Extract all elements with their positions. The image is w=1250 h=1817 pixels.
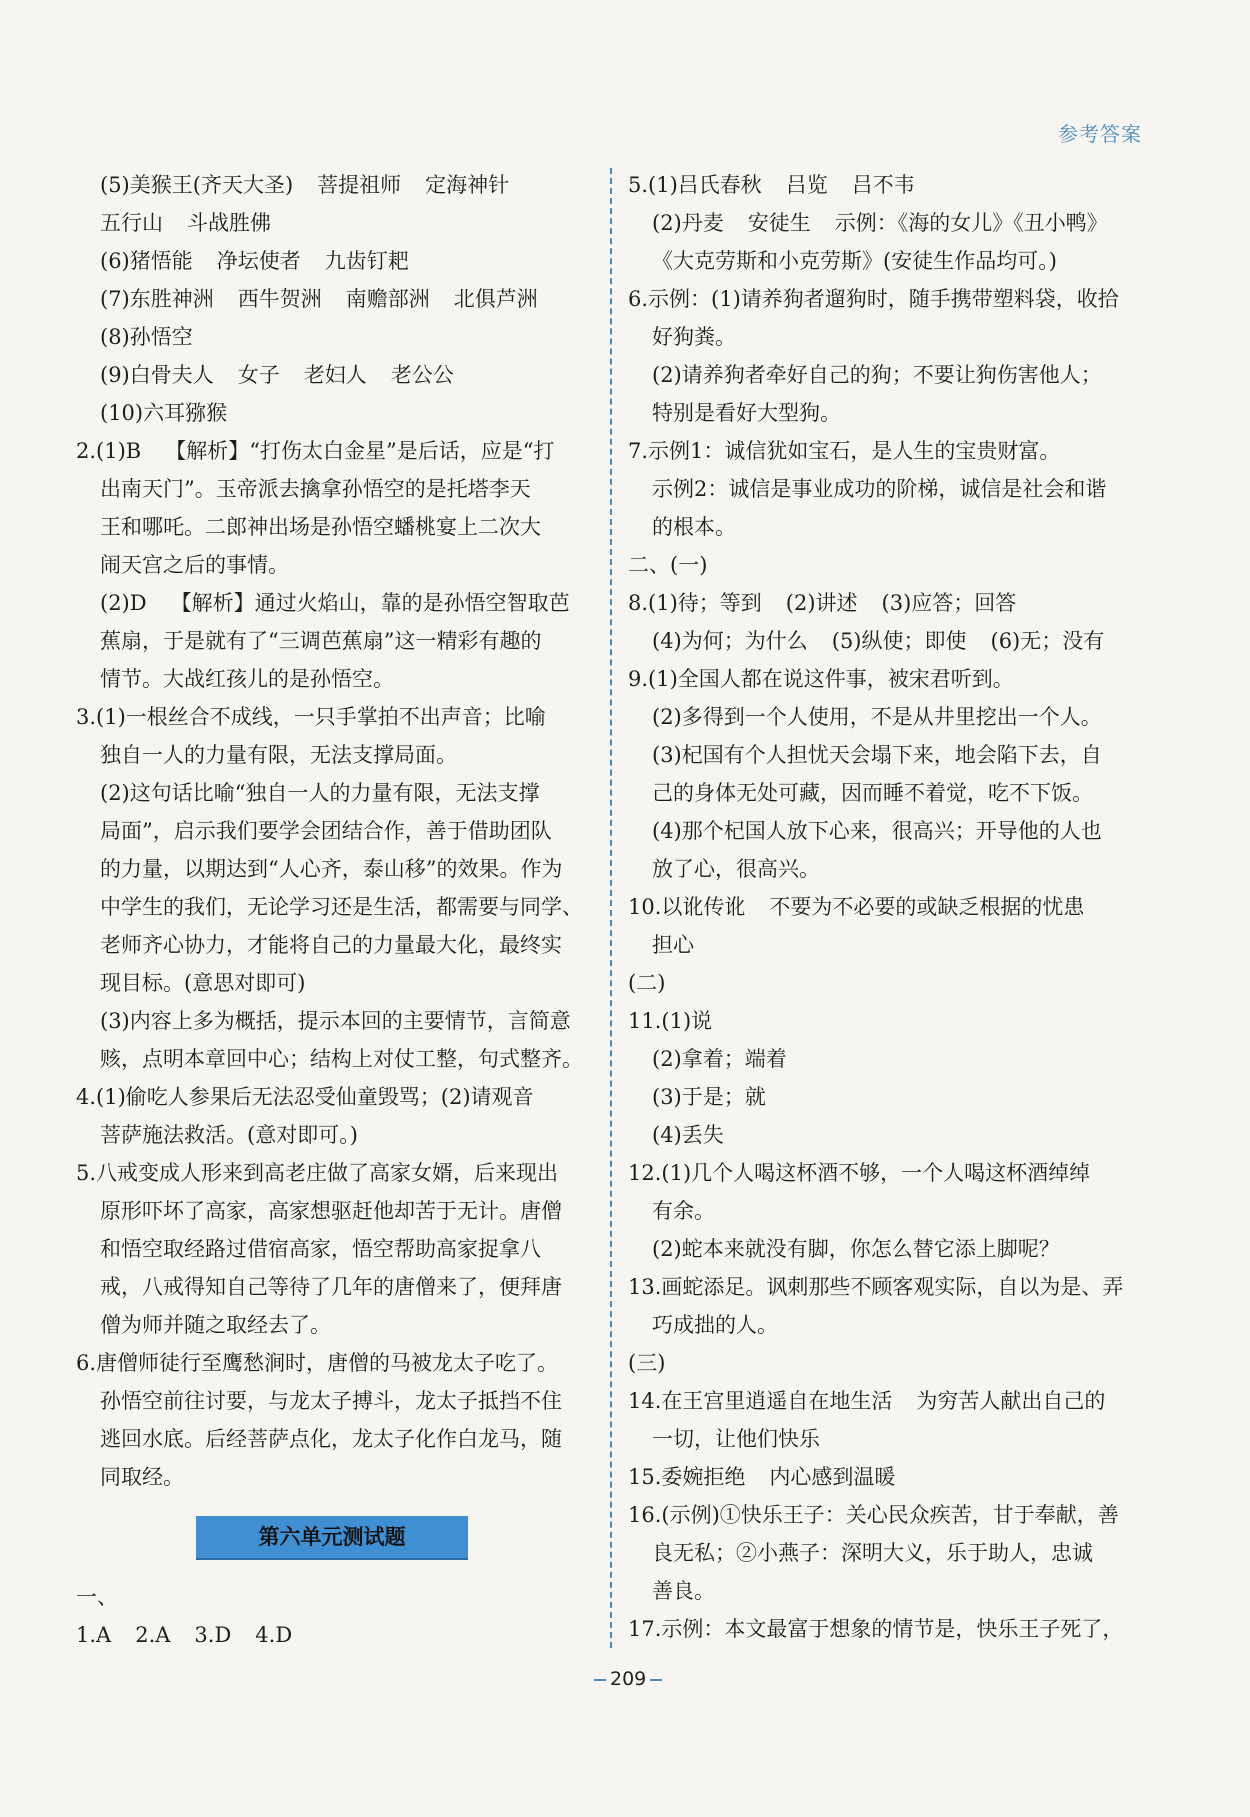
answer-text: 己的身体无处可藏，因而睡不着觉，吃不下饭。 (652, 781, 1093, 805)
answer-line (76, 1078, 586, 1116)
answer-line (628, 1002, 1148, 1040)
answer-line (628, 1230, 1148, 1268)
answer-text: 16.(示例)①快乐王子：关心民众疾苦，甘于奉献，善 (628, 1503, 1119, 1527)
answer-line (76, 698, 586, 736)
answer-line (76, 964, 586, 1002)
answer-text: 逃回水底。后经菩萨点化，龙太子化作白龙马，随 (100, 1427, 562, 1451)
answer-line (628, 470, 1148, 508)
answer-line (628, 394, 1148, 432)
answer-line (628, 1458, 1148, 1496)
answer-text: 4.(1)偷吃人参果后无法忍受仙童毁骂；(2)请观音 (76, 1085, 534, 1109)
left-column (76, 166, 586, 1654)
answer-text: 孙悟空前往讨要，与龙太子搏斗，龙太子抵挡不住 (100, 1389, 562, 1413)
answer-text: 独自一人的力量有限，无法支撑局面。 (100, 743, 457, 767)
answer-line (76, 1192, 586, 1230)
answer-line (76, 1040, 586, 1078)
answer-text: 菩萨施法救活。(意对即可。) (100, 1123, 358, 1147)
answer-line (76, 432, 586, 470)
answer-text: 现目标。(意思对即可) (100, 971, 306, 995)
answer-line (76, 1382, 586, 1420)
answer-line (628, 546, 1148, 584)
answer-text: 有余。 (652, 1199, 715, 1223)
answer-text: (9)白骨夫人 (100, 363, 214, 387)
answer-line (628, 736, 1148, 774)
answer-text: 僧为师并随之取经去了。 (100, 1313, 331, 1337)
answer-line (76, 1344, 586, 1382)
answer-line (628, 242, 1148, 280)
answer-line (76, 356, 586, 394)
answer-text: 内心感到温暖 (769, 1465, 896, 1489)
answer-line (76, 584, 586, 622)
answer-text: 女子 (237, 363, 280, 387)
answer-text: 为穷苦人献出自己的 (916, 1389, 1106, 1413)
answer-text: 局面”，启示我们要学会团结合作，善于借助团队 (100, 819, 552, 843)
answer-text: (10)六耳猕猴 (100, 401, 228, 425)
answer-text: 好狗粪。 (652, 325, 736, 349)
answer-line (76, 1002, 586, 1040)
answer-text: 净坛使者 (216, 249, 301, 273)
answer-text: 17.示例：本文最富于想象的情节是，快乐王子死了， (628, 1617, 1124, 1641)
answer-text: 【解析】通过火焰山，靠的是孙悟空智取芭 (170, 591, 570, 615)
answer-line (628, 1306, 1148, 1344)
answer-text: 赅，点明本章回中心；结构上对仗工整，句式整齐。 (100, 1047, 583, 1071)
answer-line (628, 1040, 1148, 1078)
answer-text: (2)蛇本来就没有脚，你怎么替它添上脚呢？ (652, 1237, 1060, 1261)
answer-line (76, 812, 586, 850)
answer-text: (5)美猴王(齐天大圣) (100, 173, 294, 197)
answer-line (628, 850, 1148, 888)
answer-text: 中学生的我们，无论学习还是生活，都需要与同学、 (100, 895, 583, 919)
answer-line (628, 774, 1148, 812)
answer-text: (2)讲述 (785, 591, 858, 615)
answer-text: (8)孙悟空 (100, 325, 193, 349)
answer-text: 原形吓坏了高家，高家想驱赶他却苦于无计。唐僧 (100, 1199, 562, 1223)
answer-line (76, 318, 586, 356)
answer-text: 闹天宫之后的事情。 (100, 553, 289, 577)
answer-text: 西牛贺洲 (237, 287, 322, 311)
answer-text: (2)丹麦 (652, 211, 724, 235)
answer-text: 情节。大战红孩儿的是孙悟空。 (100, 667, 394, 691)
answer-text: (2)这句话比喻“独自一人的力量有限，无法支撑 (100, 781, 540, 805)
column-divider (610, 168, 612, 1648)
answer-text: 安徒生 (747, 211, 811, 235)
answer-line (76, 546, 586, 584)
answer-text: 2.A (135, 1623, 171, 1647)
answer-text: 一切，让他们快乐 (652, 1427, 820, 1451)
left-answers-after-title (76, 1578, 586, 1654)
answer-text: 8.(1)待；等到 (628, 591, 762, 615)
answer-line (76, 1458, 586, 1496)
answer-line (628, 1154, 1148, 1192)
answer-text: 老妇人 (303, 363, 367, 387)
answer-text: (3)杞国有个人担忧天会塌下来，地会陷下去，自 (652, 743, 1102, 767)
left-answers (76, 166, 586, 1496)
answer-line (628, 926, 1148, 964)
page-number: 209 (590, 1668, 666, 1690)
answer-line (76, 1268, 586, 1306)
answer-line (76, 1154, 586, 1192)
answer-line (76, 242, 586, 280)
answer-line (76, 1578, 586, 1616)
answer-line (76, 280, 586, 318)
answer-line (628, 318, 1148, 356)
answer-line (76, 1116, 586, 1154)
answer-line (76, 774, 586, 812)
answer-line (628, 584, 1148, 622)
answer-line (628, 698, 1148, 736)
answer-text: (4)那个杞国人放下心来，很高兴；开导他的人也 (652, 819, 1102, 843)
answer-line (628, 1116, 1148, 1154)
answer-text: 6.示例：(1)请养狗者遛狗时，随手携带塑料袋，收拾 (628, 287, 1119, 311)
answer-text: 14.在王宫里逍遥自在地生活 (628, 1389, 893, 1413)
answer-line (76, 1230, 586, 1268)
answer-text: 【解析】“打伤太白金星”是后话，应是“打 (165, 439, 555, 463)
answer-line (628, 1192, 1148, 1230)
answer-text: 王和哪吒。二郎神出场是孙悟空蟠桃宴上二次大 (100, 515, 541, 539)
answer-text: 戒，八戒得知自己等待了几年的唐僧来了，便拜唐 (100, 1275, 562, 1299)
answer-text: (三) (628, 1351, 666, 1375)
answer-text: 吕览 (785, 173, 828, 197)
answer-text: (二) (628, 971, 666, 995)
answer-line (628, 660, 1148, 698)
answer-text: 北俱芦洲 (453, 287, 538, 311)
answer-text: 巧成拙的人。 (652, 1313, 778, 1337)
answer-line (628, 1344, 1148, 1382)
answer-text: (7)东胜神洲 (100, 287, 214, 311)
answer-text: 担心 (652, 933, 694, 957)
answer-text: (3)于是；就 (652, 1085, 766, 1109)
answer-text: 菩提祖师 (317, 173, 402, 197)
answer-text: 定海神针 (425, 173, 510, 197)
answer-text: 老师齐心协力，才能将自己的力量最大化，最终实 (100, 933, 562, 957)
answer-text: 的力量，以期达到“人心齐，泰山移”的效果。作为 (100, 857, 563, 881)
answer-text: (4)为何；为什么 (652, 629, 808, 653)
answer-text: 4.D (255, 1623, 293, 1647)
answer-text: 的根本。 (652, 515, 736, 539)
answer-line (76, 622, 586, 660)
answer-line (76, 926, 586, 964)
answer-line (628, 356, 1148, 394)
answer-line (76, 1616, 586, 1654)
answer-line (628, 1420, 1148, 1458)
answer-text: 5.(1)吕氏春秋 (628, 173, 762, 197)
answer-line (628, 508, 1148, 546)
answer-line (628, 166, 1148, 204)
answer-line (76, 166, 586, 204)
answer-line (628, 888, 1148, 926)
answer-text: 出南天门”。玉帝派去擒拿孙悟空的是托塔李天 (100, 477, 531, 501)
answer-text: 南赡部洲 (345, 287, 430, 311)
answer-line (628, 280, 1148, 318)
answer-text: 不要为不必要的或缺乏根据的忧患 (769, 895, 1085, 919)
answer-line (76, 888, 586, 926)
answer-line (628, 432, 1148, 470)
answer-text: (2)拿着；端着 (652, 1047, 787, 1071)
answer-text: 1.A (76, 1623, 112, 1647)
answer-text: 9.(1)全国人都在说这件事，被宋君听到。 (628, 667, 1014, 691)
section-title: 第六单元测试题 (196, 1516, 468, 1560)
answer-line (628, 1268, 1148, 1306)
answer-line (628, 1496, 1148, 1534)
answer-text: (4)丢失 (652, 1123, 724, 1147)
answer-line (628, 204, 1148, 242)
answer-text: 一、 (76, 1585, 118, 1609)
answer-text: 二、(一) (628, 553, 708, 577)
right-column (628, 166, 1148, 1648)
answer-text: 10.以讹传讹 (628, 895, 746, 919)
answer-text: 2.(1)B (76, 439, 142, 463)
answer-line (76, 1420, 586, 1458)
answer-text: 13.画蛇添足。讽刺那些不顾客观实际，自以为是、弄 (628, 1275, 1124, 1299)
answer-line (628, 622, 1148, 660)
answer-line (628, 964, 1148, 1002)
answer-text: 15.委婉拒绝 (628, 1465, 746, 1489)
answer-line (76, 1306, 586, 1344)
answer-line (628, 1534, 1148, 1572)
answer-text: 善良。 (652, 1579, 715, 1603)
answer-text: 五行山 (100, 211, 163, 235)
answer-text: (6)无；没有 (990, 629, 1105, 653)
right-answers (628, 166, 1148, 1648)
answer-text: 蕉扇，于是就有了“三调芭蕉扇”这一精彩有趣的 (100, 629, 542, 653)
header-label: 参考答案 (1058, 122, 1142, 146)
answer-line (76, 204, 586, 242)
answer-text: (3)内容上多为概括，提示本回的主要情节，言简意 (100, 1009, 571, 1033)
answer-line (76, 850, 586, 888)
answer-text: (2)多得到一个人使用，不是从井里挖出一个人。 (652, 705, 1102, 729)
answer-text: (2)请养狗者牵好自己的狗；不要让狗伤害他人； (652, 363, 1102, 387)
answer-line (628, 1572, 1148, 1610)
answer-line (628, 1610, 1148, 1648)
answer-text: 老公公 (390, 363, 454, 387)
answer-text: (5)纵使；即使 (831, 629, 967, 653)
answer-text: 示例2：诚信是事业成功的阶梯，诚信是社会和谐 (652, 477, 1107, 501)
answer-line (76, 736, 586, 774)
answer-text: 6.唐僧师徒行至鹰愁涧时，唐僧的马被龙太子吃了。 (76, 1351, 559, 1375)
answer-text: 吕不韦 (851, 173, 915, 197)
answer-text: 斗战胜佛 (187, 211, 271, 235)
answer-text: 示例：《海的女儿》《丑小鸭》 (834, 211, 1108, 235)
answer-text: 5.八戒变成人形来到高老庄做了高家女婿，后来现出 (76, 1161, 559, 1185)
answer-text: 和悟空取经路过借宿高家，悟空帮助高家捉拿八 (100, 1237, 541, 1261)
answer-text: (3)应答；回答 (881, 591, 1017, 615)
answer-text: 同取经。 (100, 1465, 184, 1489)
answer-text: 11.(1)说 (628, 1009, 713, 1033)
answer-text: 良无私；②小燕子：深明大义，乐于助人，忠诚 (652, 1541, 1093, 1565)
answer-text: 12.(1)几个人喝这杯酒不够，一个人喝这杯酒绰绰 (628, 1161, 1091, 1185)
answer-text: (6)猪悟能 (100, 249, 193, 273)
answer-text: 3.(1)一根丝合不成线，一只手掌拍不出声音；比喻 (76, 705, 546, 729)
answer-text: 放了心，很高兴。 (652, 857, 820, 881)
answer-line (628, 1382, 1148, 1420)
answer-text: (2)D (100, 591, 147, 615)
answer-text: 九齿钉耙 (324, 249, 409, 273)
answer-line (76, 470, 586, 508)
answer-text: 《大克劳斯和小克劳斯》(安徒生作品均可。) (652, 249, 1057, 273)
answer-line (76, 660, 586, 698)
answer-line (76, 508, 586, 546)
answer-line (628, 812, 1148, 850)
answer-text: 特别是看好大型狗。 (652, 401, 841, 425)
answer-text: 7.示例1：诚信犹如宝石，是人生的宝贵财富。 (628, 439, 1061, 463)
answer-line (628, 1078, 1148, 1116)
answer-line (76, 394, 586, 432)
answer-text: 3.D (194, 1623, 232, 1647)
